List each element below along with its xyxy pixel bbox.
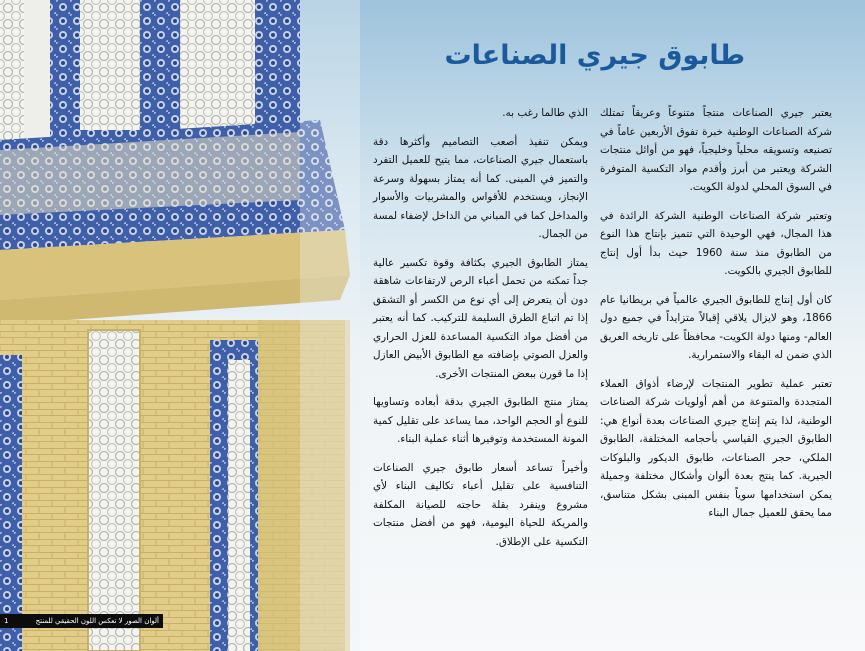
paragraph: ويمكن تنفيذ أصعب التصاميم وأكثرها دقة باستعمال جيري الصناعات، مما يتيح للعميل التفرد والتميز في المبنى. كما أنه يمتاز بسهولة وسرعة الإنجاز، ويستخدم للأقواس والمشربيات والأسوار والمداخل كما في المباني من الداخل لإضفاء لمسة من الجمال. bbox=[373, 135, 588, 240]
paragraph: يعتبر جيري الصناعات منتجاً متنوعاً وعريقاً تمتلك شركة الصناعات الوطنية خبرة تفوق الأربعين عاماً في تصنيعه وتسويقه محلياً وخليجياً، فهو من أوائل منتجات الشركة ويعتبر من أبرز وأقدم مواد التكسية المتوفرة في السوق المحلي لدولة الكويت. bbox=[600, 107, 832, 193]
page-number: 1 bbox=[4, 617, 9, 625]
paragraph: يمتاز الطابوق الجيري بكثافة وقوة تكسير عالية جداً تمكنه من تحمل أعباء الرص لارتفاعات شاهقة دون أن يتعرض إلى أي نوع من الكسر أو التشقق إذا تم اتباع الطرق السليمة للتركيب. كما أنه يعتبر من أفضل مواد التكسية المساعدة للعزل الحراري والعزل الصوتي بإضافته مع الطابوق الأبيض العازل إذا ما قورن ببعض المنتجات الأخرى. bbox=[373, 256, 588, 380]
paragraph: وتعتبر شركة الصناعات الوطنية الشركة الرائدة في هذا المجال، فهي الوحيدة التي تتميز بإنتاج هذا النوع من الطابوق منذ سنة 1960 حيث بدأ أول إنتاج للطابوق الجيري بالكويت. bbox=[600, 209, 832, 277]
paragraph: يمتاز منتج الطابوق الجيري بدقة أبعاده وتساويها للنوع أو الحجم الواحد، مما يساعد على تقليل كمية المونة المستخدمة وتوفيرها أثناء عملية البناء. bbox=[373, 396, 588, 445]
paragraph: تعتبر عملية تطوير المنتجات لإرضاء أذواق العملاء المتجددة والمتنوعة من أهم أولويات شركة الصناعات الوطنية، لذا يتم إنتاج جيري الصناعات بعدة أنواع هي: الطابوق الجيري القياسي بأحجامه المختلفة، الطابوق الملكي، حجر الصناعات، طابوق الديكور والبلوكات الجيرية. كما ينتج بعدة ألوان وأشكال مختلفة وجميلة يمكن استخدامها سوياً بنفس المبنى بشكل متناسق، مما يحقق للعميل جمال البناء bbox=[600, 377, 832, 519]
text-column-right bbox=[600, 104, 832, 533]
disclaimer-note: ألوان الصور لا تعكس اللون الحقيقي للمنتج bbox=[35, 617, 159, 625]
text-column-left bbox=[373, 104, 588, 561]
footer-bar bbox=[0, 614, 163, 628]
paragraph: الذي طالما رغب به. bbox=[502, 107, 588, 119]
paragraph: كان أول إنتاج للطابوق الجيري عالمياً في بريطانيا عام 1866، وهو لايزال يلاقي إقبالاً متزايداً في جميع دول العالم- ومنها دولة الكويت- محافظاً على تاريخه العريق الذي ضمن له البقاء والاستمرارية. bbox=[600, 293, 832, 361]
paragraph: وأخيراً تساعد أسعار طابوق جيري الصناعات التنافسية على تقليل أعباء تكاليف البناء لأي مشروع وينفرد بقلة حاجته للصيانة المكلفة والمريكة للحياة اليومية، فهو من أفضل منتجات التكسية على الإطلاق. bbox=[373, 461, 588, 548]
minaret-image bbox=[0, 0, 360, 651]
page-title: طابوق جيري الصناعات bbox=[444, 40, 745, 71]
